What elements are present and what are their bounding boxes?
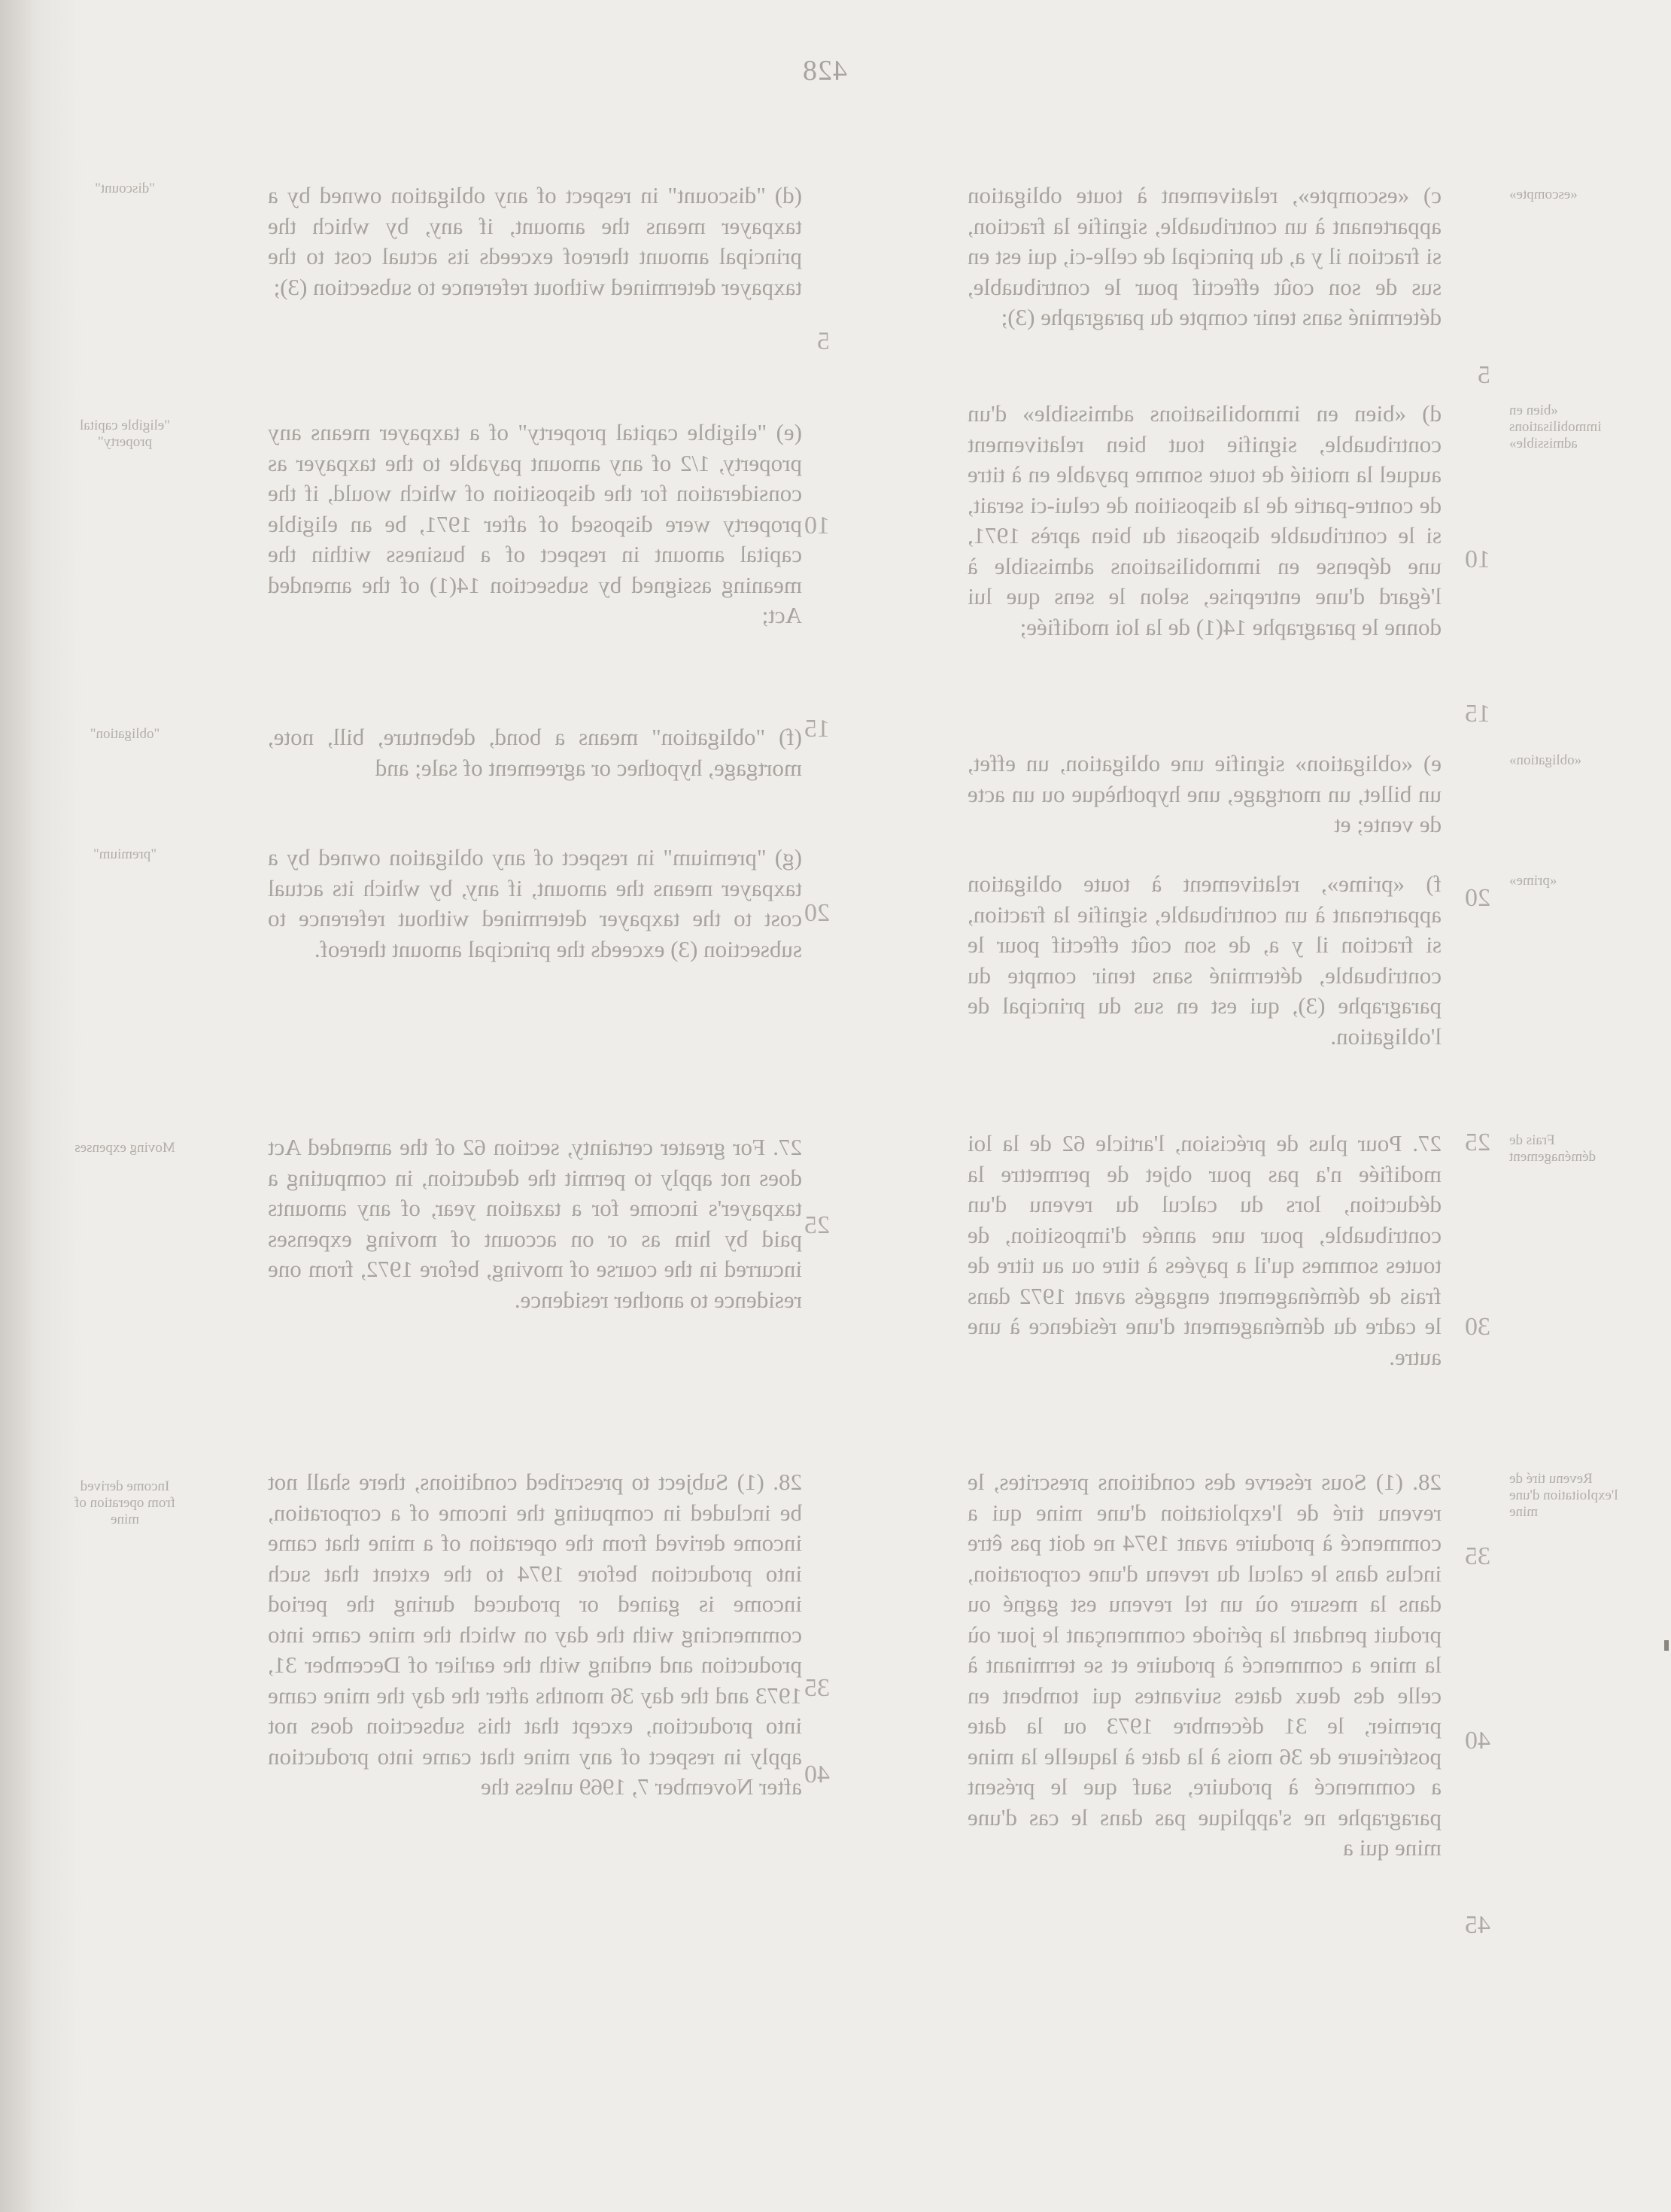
- line-number: 15: [804, 715, 830, 743]
- french-paragraph-f: f) «prime», relativement à toute obligation appartenant à un contribuable, signifie la fraction, si fraction il y a, de son coût effectif pour le contribuable, déterminé sans tenir compte du paragraphe (3), qui est en sus du principal de l'obligation.: [968, 871, 1442, 1050]
- line-number: 5: [817, 327, 830, 355]
- english-section-27: 27. For greater certainty, section 62 of the amended Act does not apply to permit the deduction, in computing a taxpayer's income for a taxation year, of any amounts paid by him as or on account of moving expenses incurred in the course of moving, before 1972, from one residence to another residence.: [268, 1134, 802, 1313]
- line-number: 45: [1465, 1911, 1490, 1939]
- line-number: 10: [804, 512, 830, 539]
- line-number: 15: [1465, 700, 1490, 728]
- line-number: 35: [804, 1674, 830, 1702]
- margin-note-obligation: "obligation": [90, 726, 160, 742]
- margin-note-obligation-fr: «obligation»: [1509, 752, 1582, 768]
- line-number: 20: [1465, 884, 1490, 912]
- line-number: 25: [1465, 1129, 1490, 1156]
- line-number: 25: [804, 1211, 830, 1239]
- book-spine: [0, 0, 32, 2212]
- margin-note-mine-income: Income derived from operation of mine: [74, 1478, 176, 1527]
- french-section-28: 28. (1) Sous réserve des conditions prescrites, le revenu tiré de l'exploitation d'une mine qui a commencé à produire avant 1974 ne doit pas être inclus dans le calcul du revenu d'une corporation, dans la mesure où un tel revenu est gagné ou produit pendant la période commençant le jour où la mine a commencé à produire et se terminant à celle des deux dates suivantes qui tombent en premier, le 31 décembre 1973 ou la date postérieure de 36 mois à la date à laquelle la mine a commencé à produire, sauf que le présent paragraphe ne s'applique pas dans le cas d'une mine qui a: [968, 1469, 1442, 1861]
- line-number: 40: [804, 1761, 830, 1788]
- edge-mark: [1664, 1640, 1669, 1651]
- line-number: 20: [804, 899, 830, 927]
- line-number: 5: [1478, 361, 1490, 389]
- line-number: 40: [1465, 1727, 1490, 1755]
- french-section-27: 27. Pour plus de précision, l'article 62 de la loi modifiée n'a pas pour objet de permettre la déduction, lors du calcul du revenu d'un contribuable, pour une année d'imposition, de toutes sommes qu'il a payées à titre ou au titre de frais de déménagement engagés avant 1972 dans le cadre du déménagement d'une résidence à une autre.: [968, 1130, 1442, 1370]
- french-paragraph-d: d) «bien en immobilisations admissible» d'un contribuable, signifie tout bien relativement auquel la moitié de toute somme payable en à titre de contre-partie de la disposition de celui-ci serait, si le contribuable disposait du bien après 1971, une dépense en immobilisations admissible à l'égard d'une entreprise, selon le sens que lui donne le paragraphe 14(1) de la loi modifiée;: [968, 400, 1442, 640]
- french-paragraph-e: e) «obligation» signifie une obligation, un effet, un billet, un mortgage, une hypothèque ou un acte de vente; et: [968, 750, 1442, 837]
- margin-note-eligible-capital-property: "eligible capital property": [79, 418, 171, 450]
- margin-note-premium: "premium": [93, 846, 157, 862]
- margin-note-discount: "discount": [95, 181, 155, 196]
- margin-note-escompte: «escompte»: [1509, 187, 1578, 202]
- line-number: 30: [1465, 1313, 1490, 1341]
- english-paragraph-f: (f) "obligation" means a bond, debenture, bill, note, mortgage, hypothec or agreement of sale; and: [268, 724, 802, 781]
- french-paragraph-c: c) «escompte», relativement à toute obligation appartenant à un contribuable, signifie la fraction, si fraction il y a, du principal de celle-ci, qui est en sus de son coût effectif pour le contribuable, déterminé sans tenir compte du paragraphe (3);: [968, 182, 1442, 330]
- line-number: 10: [1465, 545, 1490, 573]
- margin-note-revenu-mine: Revenu tiré de l'exploitation d'une mine: [1509, 1471, 1618, 1520]
- english-paragraph-d: (d) "discount" in respect of any obligation owned by a taxpayer means the amount, if any, by which the principal amount thereof exceeds its actual cost to the taxpayer determined without reference to subsection (3);: [268, 182, 802, 300]
- english-paragraph-g: (g) "premium" in respect of any obligation owned by a taxpayer means the amount, if any, by which its actual cost to the taxpayer determined without reference to subsection (3) exceeds the principal amount thereof.: [268, 844, 802, 962]
- line-number: 35: [1465, 1542, 1490, 1570]
- margin-note-bien-en-immobilisations: «bien en immobilisations admissible»: [1509, 403, 1602, 451]
- margin-note-moving-expenses: Moving expenses: [74, 1140, 175, 1156]
- english-section-28: 28. (1) Subject to prescribed conditions, there shall not be included in computing the income of a corporation, income derived from the operation of a mine that came into production before 1974 to the extent that such income is gained or produced during the period commencing with the day on which the mine came into production and ending with the earlier of December 31, 1973 and the day 36 months after the day the mine came into production, except that this subsection does not apply in respect of any mine that came into production after November 7, 1969 unless the: [268, 1469, 802, 1800]
- english-paragraph-e: (e) "eligible capital property" of a taxpayer means any property, 1/2 of any amount payable to the taxpayer as consideration for the disposition of which would, if the property were disposed of after 1971, be an eligible capital amount in respect of a business within the meaning assigned by subsection 14(1) of the amended Act;: [268, 419, 802, 628]
- margin-note-prime: «prime»: [1509, 873, 1557, 889]
- page-number: 428: [802, 55, 847, 87]
- margin-note-frais-de-demenagement: Frais de déménagement: [1509, 1132, 1597, 1165]
